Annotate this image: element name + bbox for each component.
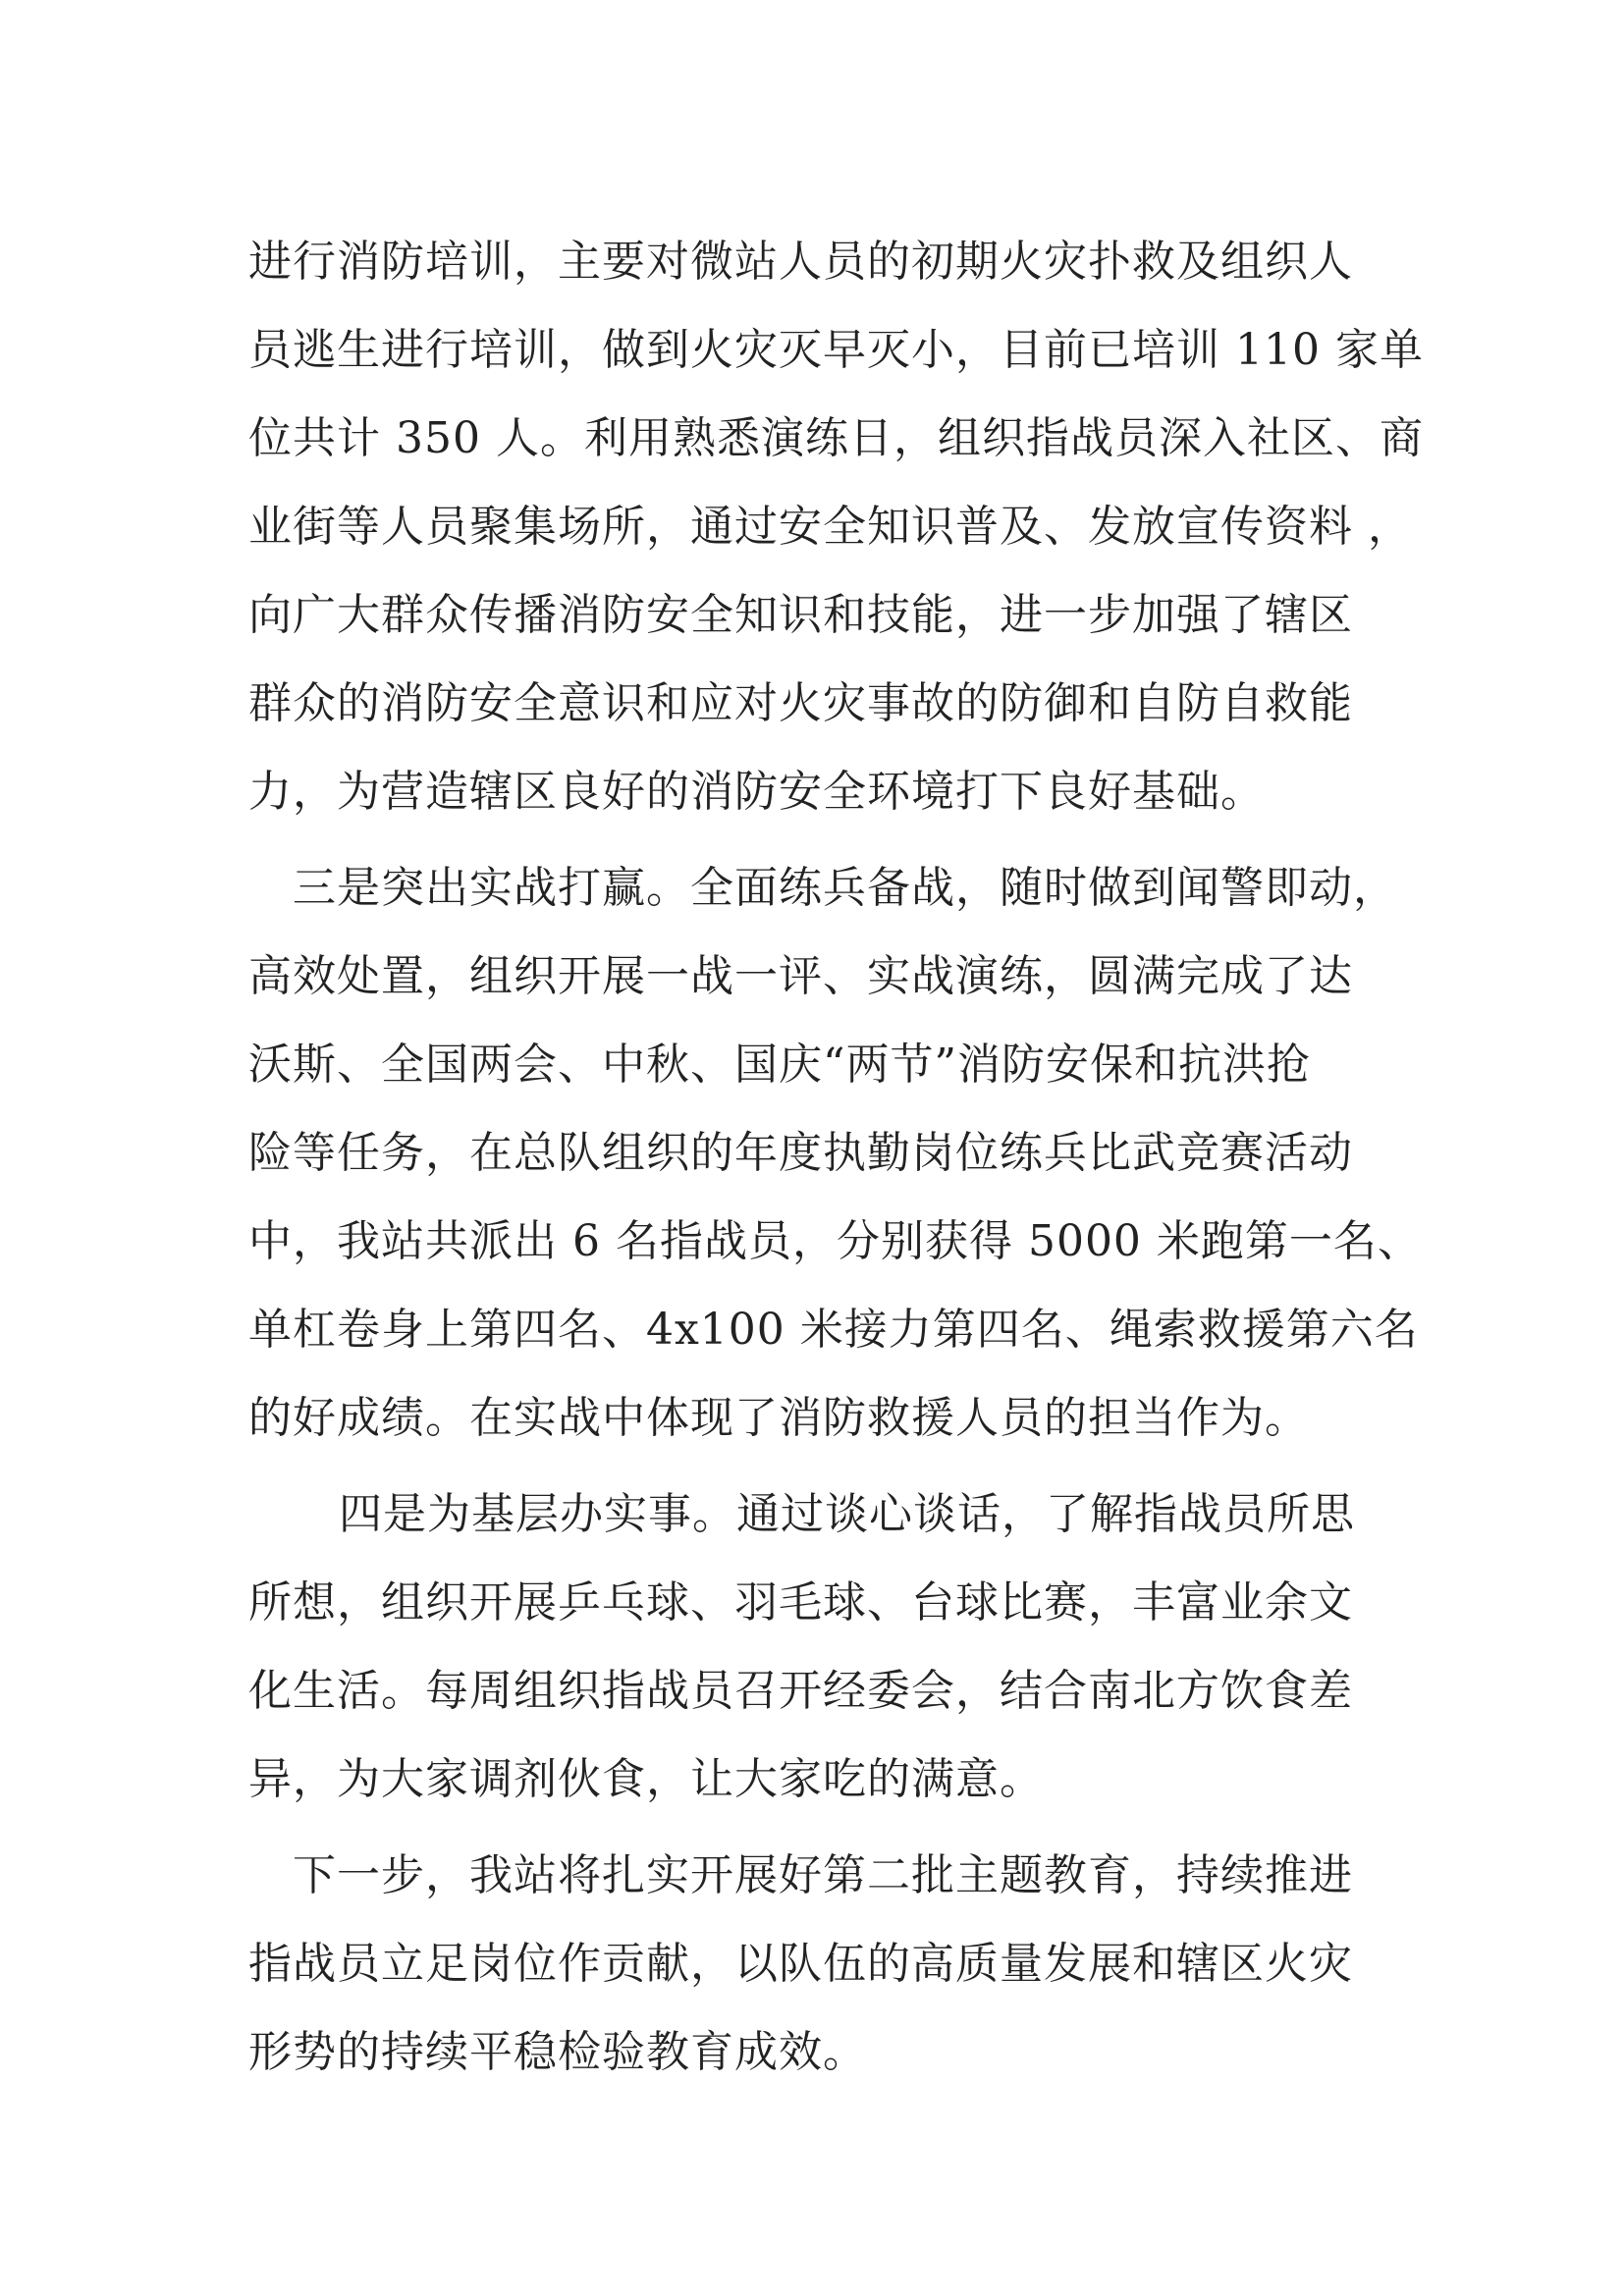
text-line: 中，我站共派出 6 名指战员，分别获得 5000 米跑第一名、 <box>248 1216 1422 1266</box>
text-line: 形势的持续平稳检验教育成效。 <box>248 2027 867 2077</box>
paragraph-gap <box>248 1824 1387 1832</box>
text-line: 下一步，我站将扎实开展好第二批主题教育，持续推进 <box>293 1850 1353 1900</box>
paragraph-grassroots <box>248 1470 1387 1824</box>
paragraph-gap <box>248 1463 1387 1470</box>
text-line: 高效处置，组织开展一战一评、实战演练，圆满完成了达 <box>248 951 1353 1001</box>
text-line: 业街等人员聚集场所，通过安全知识普及、发放宣传资料 ， <box>248 502 1412 552</box>
paragraph-gap <box>248 836 1387 844</box>
text-line: 进行消防培训，主要对微站人员的初期火灾扑救及组织人 <box>248 237 1353 287</box>
paragraph-next-steps <box>248 1832 1387 2097</box>
text-line: 位共计 350 人。利用熟悉演练日，组织指战员深入社区、商 <box>248 413 1424 463</box>
document-body <box>248 218 1424 2097</box>
text-line: 单杠卷身上第四名、4x100 米接力第四名、绳索救援第六名 <box>248 1305 1419 1355</box>
text-line: 三是突出实战打赢。全面练兵备战，随时做到闻警即动， <box>293 863 1397 913</box>
text-line: 向广大群众传播消防安全知识和技能，进一步加强了辖区 <box>248 590 1353 640</box>
text-line: 所想，组织开展乒乓球、羽毛球、台球比赛，丰富业余文 <box>248 1577 1353 1628</box>
text-line: 指战员立足岗位作贡献，以队伍的高质量发展和辖区火灾 <box>248 1939 1353 1989</box>
text-line: 的好成绩。在实战中体现了消防救援人员的担当作为。 <box>248 1393 1309 1443</box>
text-line: 力，为营造辖区良好的消防安全环境打下良好基础。 <box>248 767 1265 817</box>
text-line: 化生活。每周组织指战员召开经委会，结合南北方饮食差 <box>248 1666 1353 1716</box>
text-line: 群众的消防安全意识和应对火灾事故的防御和自防自救能 <box>248 678 1353 728</box>
text-line: 员逃生进行培训，做到火灾灭早灭小，目前已培训 110 家单 <box>248 325 1424 375</box>
paragraph-combat-readiness <box>248 844 1422 1463</box>
text-line: 沃斯、全国两会、中秋、国庆“两节”消防安保和抗洪抢 <box>248 1040 1311 1090</box>
text-line: 险等任务，在总队组织的年度执勤岗位练兵比武竞赛活动 <box>248 1128 1353 1178</box>
text-line: 四是为基层办实事。通过谈心谈话，了解指战员所思 <box>339 1489 1355 1539</box>
text-line: 异，为大家调剂伙食，让大家吃的满意。 <box>248 1754 1044 1804</box>
paragraph-training <box>248 218 1424 836</box>
